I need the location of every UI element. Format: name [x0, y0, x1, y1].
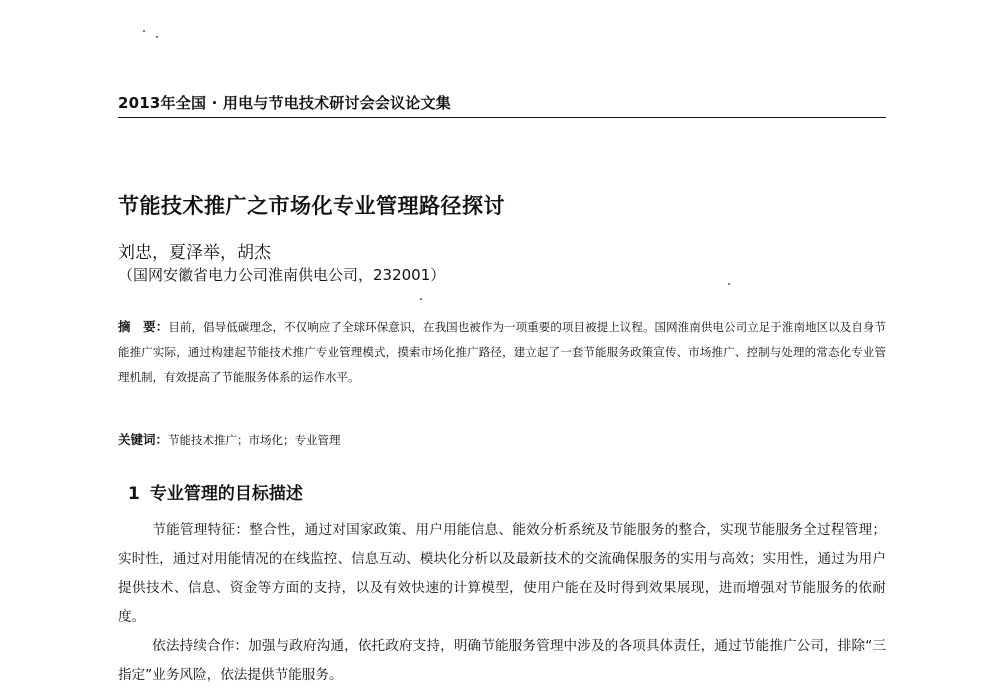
keywords-label: 关键词：: [118, 432, 169, 447]
scan-speck: [728, 283, 730, 285]
keywords: [118, 430, 886, 448]
keywords-text: 节能技术推广；市场化；专业管理: [168, 433, 341, 447]
abstract: [118, 314, 886, 390]
scan-speck: [156, 36, 158, 38]
author-list: 刘忠，夏泽举，胡杰: [118, 243, 271, 263]
author-affiliation: （国网安徽省电力公司淮南供电公司，232001）: [118, 266, 446, 284]
section-number: 1: [128, 484, 140, 504]
section-title: 专业管理的目标描述: [149, 484, 303, 504]
paper-title: 节能技术推广之市场化专业管理路径探讨: [118, 194, 505, 218]
running-header: 2013年全国 · 用电与节电技术研讨会会议论文集: [118, 92, 886, 118]
abstract-label: 摘 要：: [118, 319, 169, 334]
paragraph-text: 节能管理特征：整合性，通过对国家政策、用户用能信息、能效分析系统及节能服务的整合，实现节能服务全过程管理；实时性，通过对用能情况的在线监控、信息互动、模块化分析以及最新技术的交流确保服务的实用与高效；实用性，通过为用户提供技术、信息、资金等方面的支持，以及有效快速的计算模型，使用户能在及时得到效果展现，进而增强对节能服务的依耐度。: [118, 522, 886, 625]
body-paragraph: [118, 632, 886, 690]
body-paragraph: [118, 516, 886, 632]
scan-speck: [420, 298, 422, 300]
paragraph-text: 依法持续合作：加强与政府沟通，依托政府支持，明确节能服务管理中涉及的各项具体责任，通过节能推广公司，排除“三指定”业务风险，依法提供节能服务。: [118, 638, 886, 683]
scan-speck: [143, 30, 145, 32]
section-heading: [128, 479, 303, 504]
abstract-text: 目前，倡导低碳理念，不仅响应了全球环保意识，在我国也被作为一项重要的项目被提上议程。国网淮南供电公司立足于淮南地区以及自身节能推广实际，通过构建起节能技术推广专业管理模式，摸索市场化推广路径，建立起了一套节能服务政策宣传、市场推广、控制与处理的常态化专业管理机制，有效提高了节能服务体系的运作水平。: [118, 320, 886, 384]
